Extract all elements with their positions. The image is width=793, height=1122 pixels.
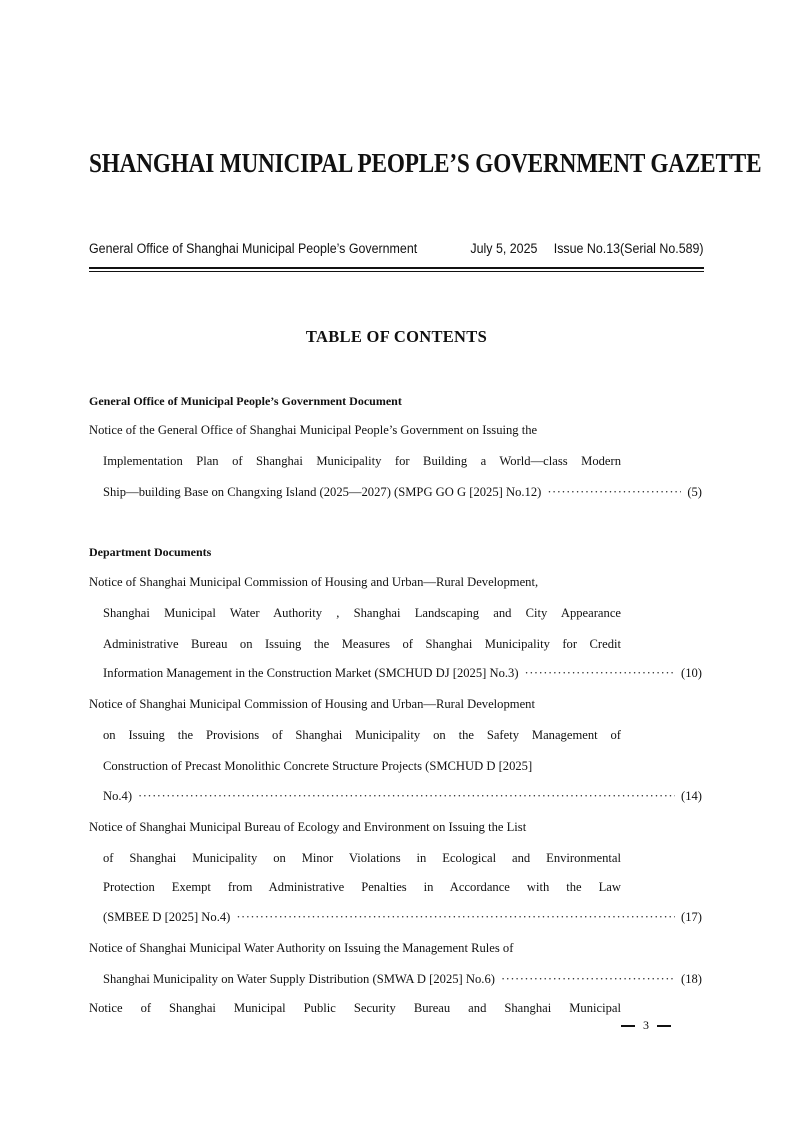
dot-leader bbox=[236, 909, 675, 925]
page-ref: (18) bbox=[681, 972, 702, 986]
issue-number: Issue No.13(Serial No.589) bbox=[553, 241, 704, 256]
dot-leader bbox=[138, 788, 675, 804]
toc-entry-line: Notice of Shanghai Municipal Commission of Housing and Urban—Rural Development, bbox=[89, 575, 539, 589]
masthead-rule-thick bbox=[89, 267, 704, 269]
section-heading: Department Documents bbox=[89, 545, 212, 559]
page-number-value: 3 bbox=[643, 1018, 649, 1032]
toc-heading: TABLE OF CONTENTS bbox=[305, 327, 488, 346]
toc-entry-link[interactable] bbox=[103, 909, 702, 925]
toc-entry-line: (SMBEE D [2025] No.4) bbox=[103, 910, 231, 924]
publisher: General Office of Shanghai Municipal People’s Government bbox=[89, 241, 418, 256]
toc-entry-line: Protection Exempt from Administrative Penalties in Accordance with the Law bbox=[103, 880, 621, 894]
toc-entry-line: Construction of Precast Monolithic Concrete Structure Projects (SMCHUD D [2025] bbox=[103, 759, 533, 773]
issue-info bbox=[458, 241, 704, 256]
page-number-dash bbox=[657, 1025, 671, 1027]
toc-entry-line: Information Management in the Construction Market (SMCHUD DJ [2025] No.3) bbox=[103, 666, 519, 680]
page-number-dash bbox=[621, 1025, 635, 1027]
toc-entry-line: Shanghai Municipality on Water Supply Distribution (SMWA D [2025] No.6) bbox=[103, 972, 495, 986]
toc-entry-line: No.4) bbox=[103, 789, 133, 803]
toc-entry-line: Notice of Shanghai Municipal Public Security Bureau and Shanghai Municipal bbox=[89, 1001, 621, 1015]
toc-entry-link[interactable] bbox=[103, 484, 702, 500]
page-ref: (10) bbox=[681, 666, 702, 680]
page-number bbox=[621, 1018, 701, 1033]
page-ref: (17) bbox=[681, 910, 702, 924]
page-ref: (14) bbox=[681, 789, 702, 803]
toc-entry-line: of Shanghai Municipality on Minor Violations in Ecological and Environmental bbox=[103, 851, 621, 865]
toc-entry-link[interactable] bbox=[103, 788, 702, 804]
toc-entry-line: Notice of Shanghai Municipal Commission of Housing and Urban—Rural Development bbox=[89, 697, 535, 711]
dot-leader bbox=[547, 484, 681, 500]
issue-date: July 5, 2025 bbox=[470, 241, 538, 256]
masthead-rule-thin bbox=[89, 271, 704, 272]
gazette-title: SHANGHAI MUNICIPAL PEOPLE’S GOVERNMENT GAZETTE bbox=[89, 148, 762, 178]
toc-entry-line: Ship—building Base on Changxing Island (2025—2027) (SMPG GO G [2025] No.12) bbox=[103, 485, 542, 499]
toc-entry-line: Implementation Plan of Shanghai Municipality for Building a World—class Modern bbox=[103, 454, 621, 468]
toc-entry-line: on Issuing the Provisions of Shanghai Municipality on the Safety Management of bbox=[103, 728, 621, 742]
toc-entry-link[interactable] bbox=[103, 971, 702, 987]
toc-entry-line: Notice of Shanghai Municipal Bureau of Ecology and Environment on Issuing the List bbox=[89, 820, 527, 834]
dot-leader bbox=[501, 971, 675, 987]
toc-entry-line: Administrative Bureau on Issuing the Measures of Shanghai Municipality for Credit bbox=[103, 637, 621, 651]
masthead bbox=[89, 241, 704, 256]
toc-entry-link[interactable] bbox=[103, 665, 702, 681]
toc-entry-line: Notice of the General Office of Shanghai Municipal People’s Government on Issuing the bbox=[89, 423, 538, 437]
dot-leader bbox=[525, 665, 675, 681]
section-heading: General Office of Municipal People’s Government Document bbox=[89, 394, 402, 408]
toc-entry-line: Shanghai Municipal Water Authority , Shanghai Landscaping and City Appearance bbox=[103, 606, 621, 620]
page-ref: (5) bbox=[687, 485, 702, 499]
toc-entry-line: Notice of Shanghai Municipal Water Authority on Issuing the Management Rules of bbox=[89, 941, 514, 955]
